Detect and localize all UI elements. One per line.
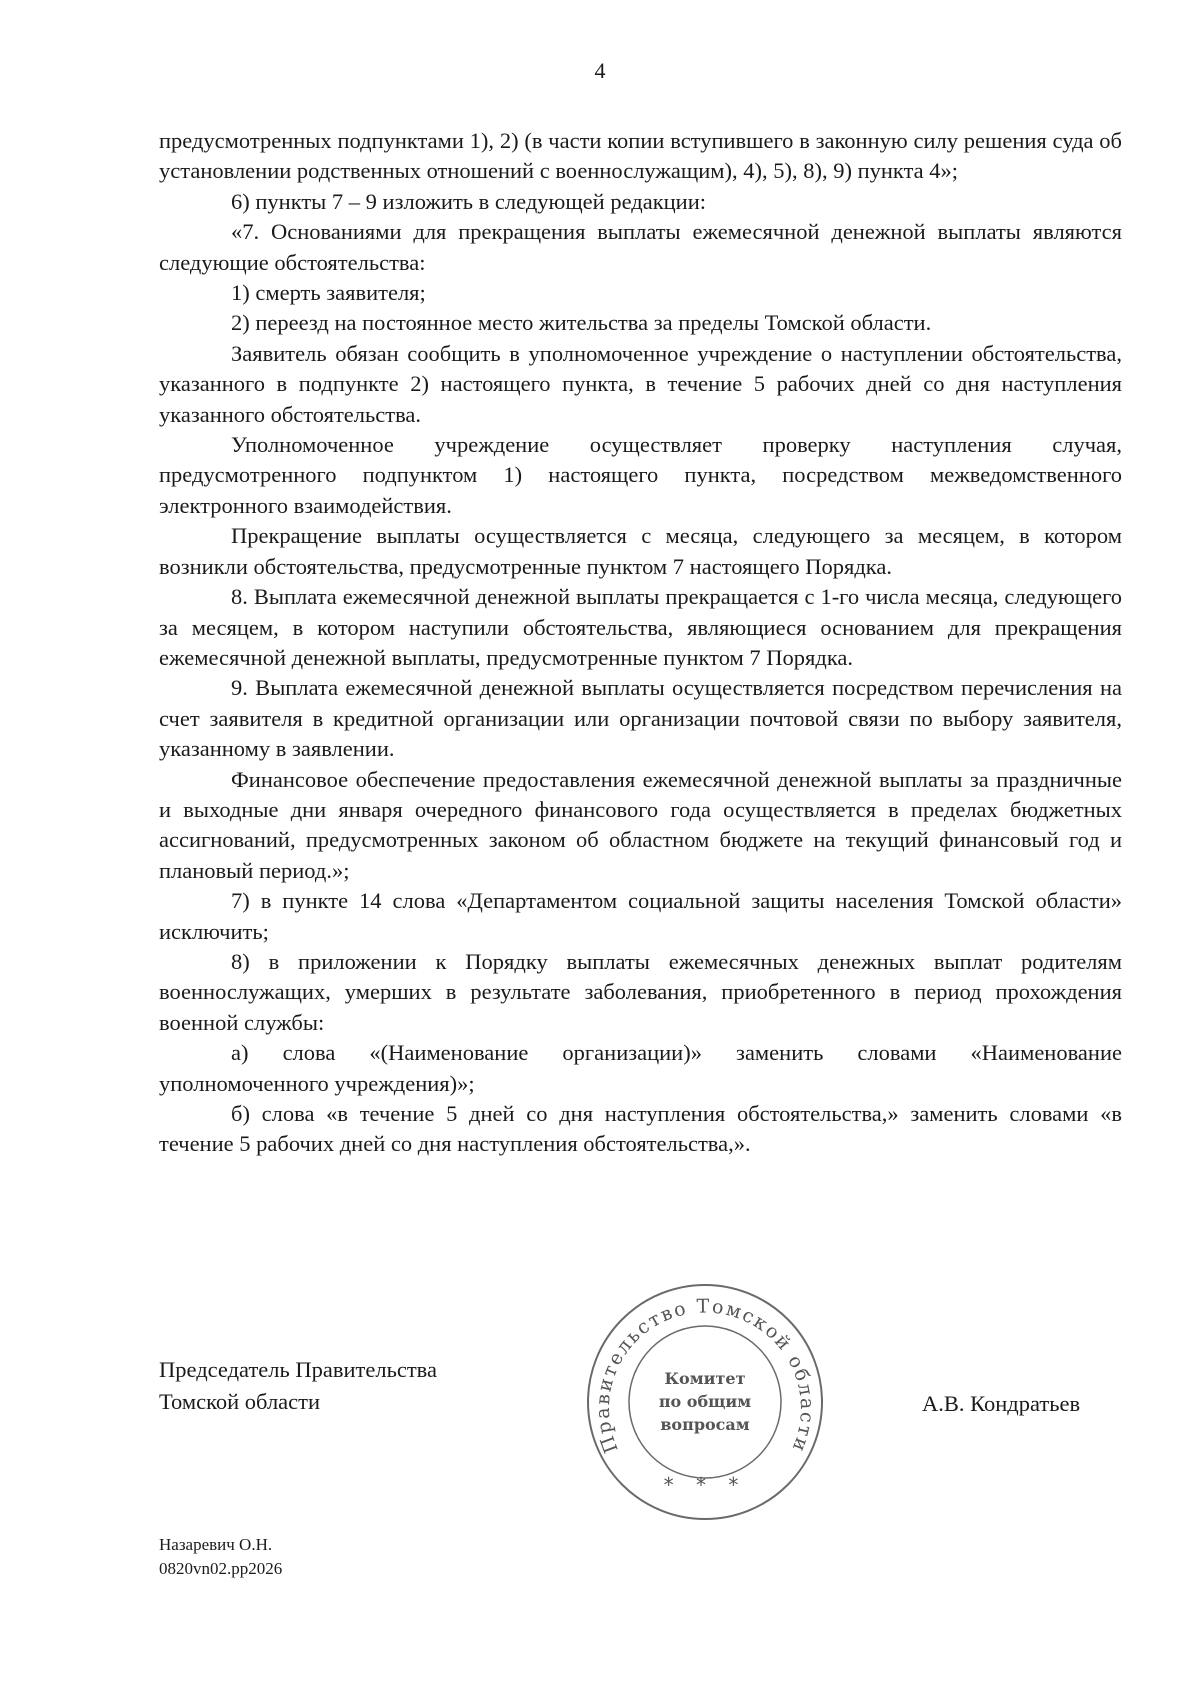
paragraph: Уполномоченное учреждение осуществляет проверку наступления случая, предусмотренного подпунктом 1) настоящего пункта, посредством межведомственного электронного взаимодействия.: [159, 432, 1122, 518]
stamp-ring-text-path: Правительство Томской области: [591, 1295, 819, 1457]
stamp-stars: * * *: [663, 1473, 747, 1497]
paragraph: 8) в приложении к Порядку выплаты ежемесячных денежных выплат родителям военнослужащих, умерших в результате заболевания, приобретенного в период прохождения военной службы:: [159, 948, 1122, 1035]
paragraph: 1) смерть заявителя;: [231, 280, 426, 306]
paragraph: 8. Выплата ежемесячной денежной выплаты прекращается с 1-го числа месяца, следующего за месяцем, в котором наступили обстоятельства, являющиеся основанием для прекращения ежемесячной денежной выплаты, предусмотренные пунктом 7 Порядка.: [159, 584, 1122, 670]
paragraph: 7) в пункте 14 слова «Департаментом социальной защиты населения Томской области» исключить;: [159, 888, 1122, 944]
paragraph: б) слова «в течение 5 дней со дня наступления обстоятельства,» заменить словами «в течение 5 рабочих дней со дня наступления обстоятельства,».: [159, 1101, 1122, 1157]
paragraph: 2) переезд на постоянное место жительства за пределы Томской области.: [231, 310, 932, 336]
body-text: [159, 126, 1122, 1160]
signatory-name: А.В. Кондратьев: [922, 1391, 1081, 1416]
paragraph: Финансовое обеспечение предоставления ежемесячной денежной выплаты за праздничные и выходные дни января очередного финансового года осуществляется в пределах бюджетных ассигнований, предусмотренных законом об областном бюджете на текущий финансовый год и плановый период.»;: [159, 766, 1122, 883]
footer-author: Назаревич О.Н.: [159, 1535, 273, 1554]
footer-file-code: 0820vn02.pp2026: [159, 1559, 283, 1578]
page-number: 4: [594, 58, 606, 83]
signature-position: [159, 1354, 437, 1418]
document-footer: [159, 1533, 282, 1581]
signature-position-line: Председатель Правительства: [159, 1357, 437, 1382]
paragraph: предусмотренных подпунктами 1), 2) (в части копии вступившего в законную силу решения суда об установлении родственных отношений с военнослужащим), 4), 5), 8), 9) пункта 4»;: [159, 128, 1122, 184]
paragraph: «7. Основаниями для прекращения выплаты ежемесячной денежной выплаты являются следующие обстоятельства:: [159, 219, 1122, 275]
paragraph: Заявитель обязан сообщить в уполномоченное учреждение о наступлении обстоятельства, указанного в подпункте 2) настоящего пункта, в течение 5 рабочих дней со дня наступления указанного обстоятельства.: [159, 340, 1122, 427]
paragraph: а) слова «(Наименование организации)» заменить словами «Наименование уполномоченного учреждения)»;: [159, 1040, 1122, 1096]
stamp-center-line: по общим: [658, 1392, 752, 1411]
signature-position-line: Томской области: [159, 1389, 321, 1414]
official-stamp: [585, 1282, 825, 1522]
paragraph: 6) пункты 7 – 9 изложить в следующей редакции:: [231, 188, 707, 214]
paragraph: Прекращение выплаты осуществляется с месяца, следующего за месяцем, в котором возникли обстоятельства, предусмотренные пунктом 7 настоящего Порядка.: [159, 523, 1122, 579]
paragraph: 9. Выплата ежемесячной денежной выплаты осуществляется посредством перечисления на счет заявителя в кредитной организации или организации почтовой связи по выбору заявителя, указанному в заявлении.: [159, 675, 1122, 762]
stamp-center-line: вопросам: [660, 1415, 750, 1434]
stamp-center-line: Комитет: [664, 1369, 746, 1388]
